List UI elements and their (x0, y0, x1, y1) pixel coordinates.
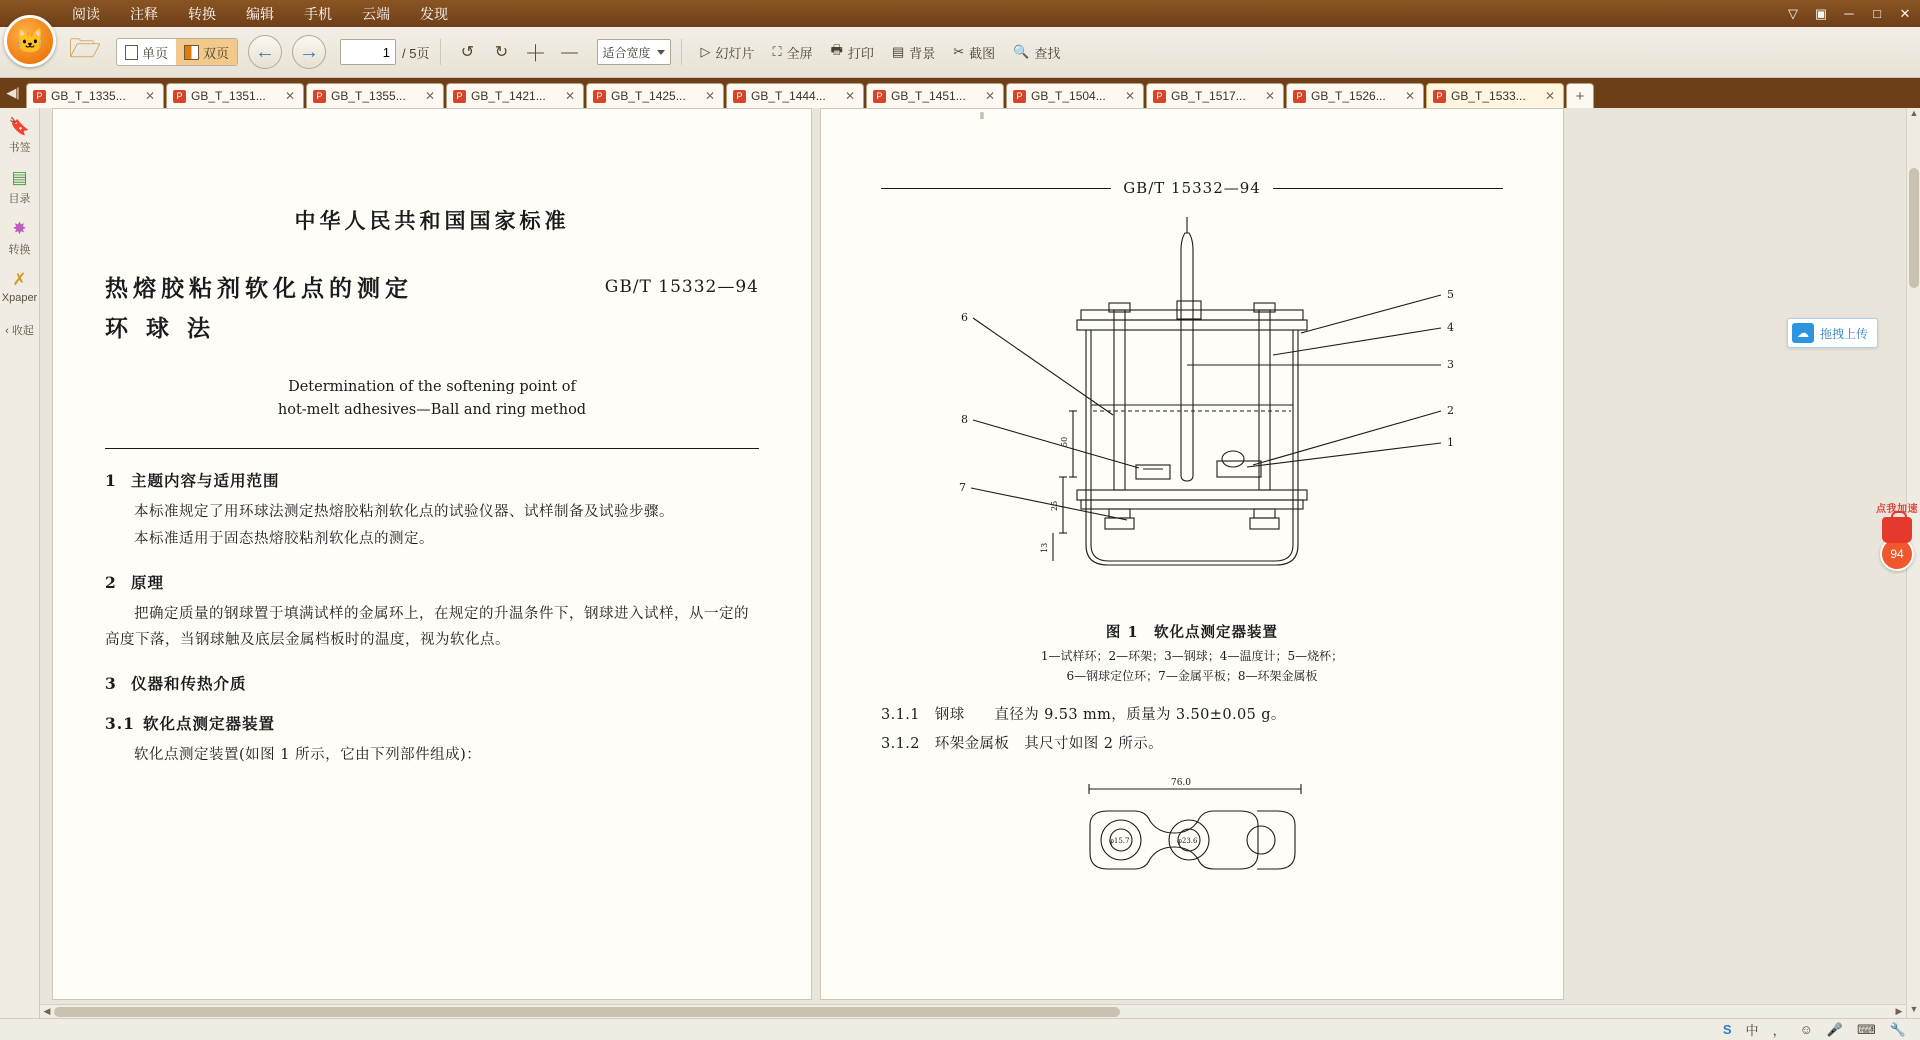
menu-items (72, 4, 448, 24)
menu-item-convert[interactable]: 转换 (188, 5, 216, 22)
section-2-paragraph-1: 把确定质量的钢球置于填满试样的金属环上，在规定的升温条件下，钢球进入试样，从一定的高度下落，当钢球触及底层金属档板时的温度，视为软化点。 (105, 605, 749, 649)
tab-item[interactable] (26, 83, 164, 108)
clause-3-1-1: 3.1.1 钢球 直径为 9.53 mm，质量为 3.50±0.05 g。 (881, 706, 1286, 723)
document-page-1 (52, 108, 812, 1000)
dim-label-50: 50 (1060, 436, 1069, 447)
menu-item-discover[interactable]: 发现 (420, 5, 448, 22)
english-title-line2: hot-melt adhesives—Ball and ring method (277, 401, 587, 418)
minimize-button[interactable]: ─ (1844, 6, 1854, 21)
fullscreen-button[interactable] (764, 37, 822, 67)
print-button[interactable] (822, 37, 883, 67)
tab-label: GB_T_1425... (611, 89, 686, 103)
ime-chinese-icon[interactable]: 中 (1745, 1023, 1759, 1038)
open-file-button[interactable]: 🗁 (68, 33, 102, 63)
tab-label: GB_T_1526... (1311, 89, 1386, 103)
tab-close-icon[interactable]: ✕ (1125, 89, 1136, 103)
tab-item[interactable] (586, 83, 724, 108)
tab-label: GB_T_1355... (331, 89, 406, 103)
tab-item[interactable] (306, 83, 444, 108)
menu-item-read[interactable]: 阅读 (72, 5, 100, 22)
previous-page-button[interactable]: ← (248, 35, 282, 69)
page-number-group (340, 39, 429, 65)
figure-2-drawing (881, 775, 1503, 895)
new-tab-button[interactable]: + (1566, 83, 1594, 108)
dim-label-25: 25 (1050, 500, 1059, 511)
scroll-up-icon[interactable]: ▲ (1909, 108, 1919, 118)
tab-item-active[interactable] (1426, 83, 1564, 108)
section-1-paragraph-2: 本标准适用于固态热熔胶粘剂软化点的测定。 (134, 530, 434, 547)
close-button[interactable]: ✕ (1899, 5, 1911, 21)
screenshot-button[interactable] (944, 37, 1004, 67)
speed-boost-label: 点我加速 (1876, 504, 1918, 515)
drag-upload-widget[interactable] (1787, 318, 1878, 348)
ring-frame-plate-svg (881, 775, 1505, 895)
left-sidebar (0, 108, 40, 1018)
status-bar (0, 1018, 1920, 1040)
section-heading-1 (105, 469, 759, 491)
section-number: 2 (105, 572, 117, 592)
document-title-line1: 热熔胶粘剂软化点的测定 (105, 275, 413, 302)
scroll-right-icon[interactable]: ▶ (1895, 1006, 1903, 1016)
keyboard-icon[interactable]: ⌨ (1857, 1021, 1876, 1037)
pdf-file-icon: P (1153, 90, 1166, 103)
tab-scroll-left-icon[interactable]: ◀| (6, 85, 20, 100)
convert-icon: ✸ (12, 219, 27, 238)
vertical-scroll-thumb[interactable] (1909, 168, 1919, 288)
rotate-right-icon[interactable]: ↻ (494, 44, 509, 61)
tab-item[interactable] (1146, 83, 1284, 108)
tab-label: GB_T_1335... (51, 89, 126, 103)
section-3-1-paragraph-1: 软化点测定装置(如图 1 所示，它由下列部件组成)： (134, 747, 482, 764)
section-heading-2 (105, 571, 759, 593)
sidebar-item-outline[interactable] (1, 167, 39, 206)
tab-item[interactable] (1286, 83, 1424, 108)
tab-label: GB_T_1421... (471, 89, 546, 103)
tab-label: GB_T_1504... (1031, 89, 1106, 103)
page-1-content (53, 109, 811, 769)
national-standard-title: 中华人民共和国国家标准 (294, 208, 570, 233)
page-2-header (881, 179, 1503, 197)
figure-label-3: 3 (1447, 358, 1454, 371)
tab-close-icon[interactable]: ✕ (845, 89, 856, 103)
gift-bag-icon (1882, 517, 1912, 543)
zoom-level-select[interactable] (597, 39, 671, 65)
sidebar-item-bookmarks[interactable] (1, 116, 39, 155)
figure-1-caption: 图 1 软化点测定器装置 (1105, 624, 1279, 641)
maximize-button[interactable]: □ (1873, 6, 1881, 21)
pdf-file-icon: P (593, 90, 606, 103)
speed-boost-value: 94 (1880, 537, 1914, 571)
header-rule-right (1273, 188, 1503, 189)
speed-boost-widget[interactable] (1874, 500, 1920, 571)
section-heading-3 (105, 672, 759, 694)
microphone-icon[interactable]: 🎤 (1826, 1021, 1844, 1037)
toolbar-divider-2 (681, 39, 682, 65)
fullscreen-icon: ⛶ (772, 44, 782, 59)
horizontal-scroll-thumb[interactable] (54, 1007, 1120, 1017)
figure-1-legend (881, 646, 1503, 687)
chevron-down-icon (657, 50, 665, 55)
single-page-label: 单页 (142, 45, 169, 61)
scroll-left-icon[interactable]: ◀ (43, 1006, 51, 1016)
tools-icon[interactable]: 🔧 (1889, 1021, 1906, 1037)
standard-number: GB/T 15332—94 (604, 277, 759, 297)
header-rule-left (881, 188, 1111, 189)
document-page-2 (820, 108, 1564, 1000)
document-viewport[interactable] (40, 108, 1920, 1018)
page-2-content (821, 109, 1563, 895)
pdf-file-icon: P (453, 90, 466, 103)
horizontal-scrollbar[interactable] (40, 1004, 1906, 1018)
tab-item[interactable] (726, 83, 864, 108)
figure-label-1: 1 (1447, 436, 1454, 449)
tab-close-icon[interactable]: ✕ (1545, 89, 1556, 103)
sidebar-item-xpaper[interactable] (1, 269, 39, 304)
tab-label: GB_T_1451... (891, 89, 966, 103)
title-row (105, 269, 759, 350)
scissors-icon: ✂ (953, 44, 965, 59)
figure-legend-line-2: 6—钢球定位环；7—金属平板；8—环架金属板 (1066, 669, 1318, 684)
emoji-icon[interactable]: ☺ (1799, 1022, 1813, 1037)
punctuation-icon[interactable]: ， (1772, 1023, 1786, 1038)
dim-label-13: 13 (1040, 542, 1049, 553)
tab-close-icon[interactable]: ✕ (145, 89, 156, 103)
single-page-icon (125, 45, 138, 60)
pdf-file-icon: P (33, 90, 46, 103)
background-label: 背景 (909, 45, 936, 61)
zoom-out-icon[interactable]: － (558, 40, 581, 66)
cloud-upload-icon: ☁ (1792, 323, 1814, 343)
section-title: 仪器和传热介质 (131, 674, 247, 694)
tab-label: GB_T_1533... (1451, 89, 1526, 103)
section-number: 3 (105, 674, 117, 694)
section-heading-3-1 (105, 712, 759, 734)
cat-logo-icon: 🐱 (4, 15, 56, 67)
horizontal-rule (105, 448, 759, 449)
english-title-line1: Determination of the softening point of (288, 378, 576, 395)
slideshow-label: 幻灯片 (715, 45, 755, 61)
sidebar-item-label: 书签 (8, 142, 31, 154)
tab-close-icon[interactable]: ✕ (285, 89, 296, 103)
pdf-file-icon: P (733, 90, 746, 103)
tab-strip (0, 78, 1920, 108)
pdf-file-icon: P (873, 90, 886, 103)
page-header-standard-number: GB/T 15332—94 (1123, 179, 1261, 197)
figure-2-dim-right: φ23.6 (1177, 836, 1198, 845)
xpaper-icon: ✗ (12, 270, 27, 289)
dual-page-icon (184, 45, 199, 60)
drag-upload-label: 拖拽上传 (1819, 326, 1868, 341)
sidebar-item-label: 目录 (8, 193, 31, 205)
section-title: 原理 (131, 572, 165, 592)
page-total-label: / 5页 (402, 45, 430, 61)
horizontal-scroll-track[interactable] (54, 1005, 1892, 1019)
tab-label: GB_T_1444... (751, 89, 826, 103)
figure-2-dim-top: 76.0 (1170, 777, 1192, 788)
tab-close-icon[interactable]: ✕ (425, 89, 436, 103)
slideshow-icon: ▷ (700, 44, 711, 59)
tab-item[interactable] (446, 83, 584, 108)
dual-page-label: 双页 (203, 45, 230, 61)
clause-3-1-2: 3.1.2 环架金属板 其尺寸如图 2 所示。 (881, 735, 1164, 752)
fullscreen-label: 全屏 (786, 45, 813, 61)
slideshow-button[interactable] (692, 37, 764, 67)
rotate-left-icon[interactable]: ↺ (460, 44, 475, 61)
scroll-down-icon[interactable]: ▼ (1909, 1004, 1919, 1014)
main-toolbar (0, 27, 1920, 78)
softening-point-apparatus-svg (881, 215, 1505, 615)
section-number: 1 (105, 470, 117, 490)
figure-legend-line-1: 1—试样环；2—环架；3—钢球；4—温度计；5—烧杯； (1040, 649, 1344, 663)
find-button[interactable] (1004, 37, 1069, 67)
figure-label-6: 6 (961, 311, 968, 324)
bookmark-icon: 🔖 (8, 117, 31, 136)
figure-1-drawing (881, 215, 1503, 615)
printer-icon: 🖶 (830, 42, 843, 57)
figure-label-2: 2 (1447, 404, 1454, 417)
list-icon: ▤ (11, 168, 28, 187)
sidebar-collapse-label: 收起 (11, 325, 34, 337)
pin-icon[interactable]: ▽ (1788, 5, 1798, 21)
section-1-paragraph-1: 本标准规定了用环球法测定热熔胶粘剂软化点的试验仪器、试样制备及试验步骤。 (134, 503, 674, 520)
toolbar-divider (440, 39, 441, 65)
background-button[interactable] (883, 37, 944, 67)
section-number: 3.1 (105, 714, 135, 734)
pdf-file-icon: P (1013, 90, 1026, 103)
english-title (105, 376, 759, 422)
page-divider-grip: ⦀ (980, 111, 984, 121)
tab-close-icon[interactable]: ✕ (705, 89, 716, 103)
skin-icon[interactable]: ▣ (1814, 5, 1828, 21)
figure-label-7: 7 (959, 481, 966, 494)
sidebar-item-convert[interactable] (1, 218, 39, 257)
pdf-file-icon: P (173, 90, 186, 103)
section-title: 软化点测定器装置 (143, 714, 276, 734)
search-icon: 🔍 (1013, 44, 1030, 59)
tab-label: GB_T_1517... (1171, 89, 1246, 103)
page-mode-group (116, 38, 238, 66)
menu-item-annotate[interactable]: 注释 (130, 5, 158, 22)
tab-close-icon[interactable]: ✕ (985, 89, 996, 103)
figure-label-8: 8 (961, 413, 968, 426)
sidebar-item-label: Xpaper (1, 292, 38, 304)
dual-page-button[interactable] (176, 39, 237, 65)
zoom-level-value: 适合宽度 (602, 45, 651, 60)
pdf-file-icon: P (1293, 90, 1306, 103)
screenshot-label: 截图 (969, 45, 996, 61)
menu-item-mobile[interactable]: 手机 (304, 5, 332, 22)
tab-close-icon[interactable]: ✕ (1265, 89, 1276, 103)
document-title (105, 269, 413, 350)
single-page-button[interactable] (117, 39, 176, 65)
window-controls (1786, 0, 1912, 27)
find-label: 查找 (1034, 45, 1061, 61)
pdf-file-icon: P (313, 90, 326, 103)
section-title: 主题内容与适用范围 (131, 470, 280, 490)
sogou-icon[interactable]: S (1722, 1022, 1732, 1037)
background-icon: ▤ (891, 44, 905, 59)
tab-close-icon[interactable]: ✕ (565, 89, 576, 103)
tab-close-icon[interactable]: ✕ (1405, 89, 1416, 103)
print-label: 打印 (847, 45, 874, 61)
pdf-file-icon: P (1433, 90, 1446, 103)
tab-item[interactable] (1006, 83, 1144, 108)
sidebar-collapse-button[interactable] (5, 322, 34, 338)
figure-label-4: 4 (1447, 321, 1454, 334)
document-title-line2: 环 球 法 (105, 315, 216, 343)
menu-item-cloud[interactable]: 云端 (362, 5, 390, 22)
page-number-input[interactable] (340, 39, 396, 65)
tab-label: GB_T_1351... (191, 89, 266, 103)
next-page-button[interactable]: → (292, 35, 326, 69)
menu-item-edit[interactable]: 编辑 (246, 5, 274, 22)
figure-2-dim-left: φ15.7 (1109, 836, 1130, 845)
zoom-in-icon[interactable]: ＋ (524, 40, 547, 66)
tab-item[interactable] (166, 83, 304, 108)
sidebar-item-label: 转换 (8, 244, 31, 256)
figure-label-5: 5 (1447, 288, 1454, 301)
chevron-left-icon: ‹ (5, 325, 9, 337)
tab-item[interactable] (866, 83, 1004, 108)
menu-bar (0, 0, 1920, 27)
